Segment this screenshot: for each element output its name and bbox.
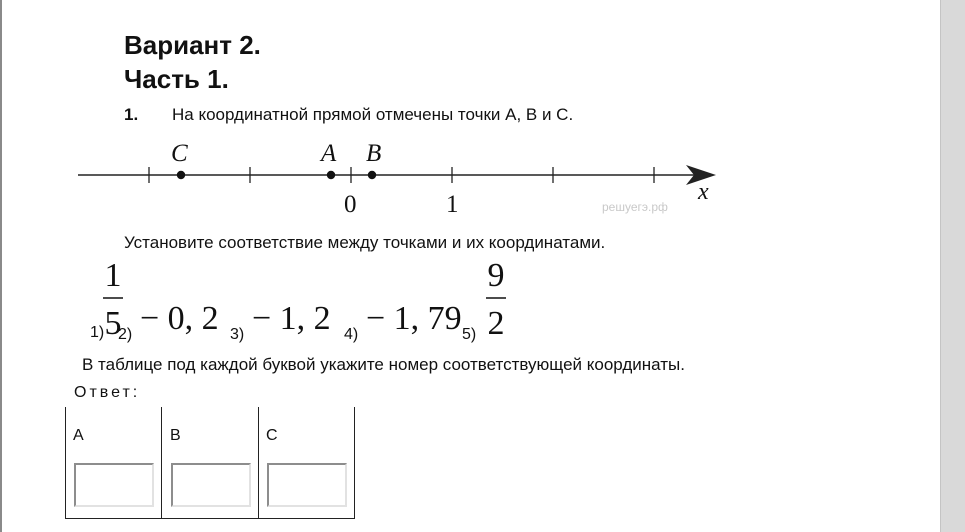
part-title: Часть 1. <box>124 64 229 94</box>
point-a <box>327 171 335 179</box>
axis-label-x: x <box>698 179 709 205</box>
option-5-numerator: 9 <box>487 257 505 294</box>
point-b <box>368 171 376 179</box>
option-4-index: 4) <box>344 326 359 343</box>
column-header-c: C <box>266 427 278 444</box>
option-5-fraction <box>482 256 510 340</box>
left-border <box>0 0 2 532</box>
label-a: A <box>321 140 337 167</box>
option-1-numerator: 1 <box>104 257 122 294</box>
point-c <box>177 171 185 179</box>
table-border <box>258 407 259 519</box>
answer-table <box>65 407 355 519</box>
option-2-index: 2) <box>118 326 133 343</box>
option-3-index: 3) <box>230 326 245 343</box>
table-border <box>354 407 355 519</box>
option-1-denominator: 5 <box>104 305 122 340</box>
option-5-index: 5) <box>462 326 477 343</box>
task-statement <box>124 104 573 126</box>
option-3-value: − 1, 2 <box>252 300 331 337</box>
right-margin-band <box>941 0 965 532</box>
label-b: B <box>366 140 382 167</box>
table-instruction: В таблице под каждой буквой укажите номер соответствующей координаты. <box>82 355 685 374</box>
answer-input-b[interactable] <box>171 463 251 507</box>
option-4-value: − 1, 79 <box>366 300 462 337</box>
column-header-a: A <box>73 427 84 444</box>
option-2-value: − 0, 2 <box>140 300 219 337</box>
answer-label: Ответ: <box>74 384 141 401</box>
coordinate-options <box>90 256 610 346</box>
answer-input-a[interactable] <box>74 463 154 507</box>
task-number: 1. <box>124 105 139 124</box>
column-header-b: B <box>170 427 181 444</box>
table-border <box>65 407 66 519</box>
table-border <box>65 518 355 519</box>
instruction-text: Установите соответствие между точками и их координатами. <box>124 233 606 252</box>
number-line-figure <box>74 136 724 218</box>
option-1-index: 1) <box>90 324 105 341</box>
watermark-text: решуегэ.рф <box>602 200 668 214</box>
variant-title: Вариант 2. <box>124 30 261 60</box>
option-5-denominator: 2 <box>487 305 505 340</box>
tick-label-zero: 0 <box>344 191 357 218</box>
answer-input-c[interactable] <box>267 463 347 507</box>
task-text: На координатной прямой отмечены точки A, B и C. <box>172 105 574 124</box>
label-c: C <box>171 140 188 167</box>
table-border <box>161 407 162 519</box>
tick-label-one: 1 <box>446 191 459 218</box>
